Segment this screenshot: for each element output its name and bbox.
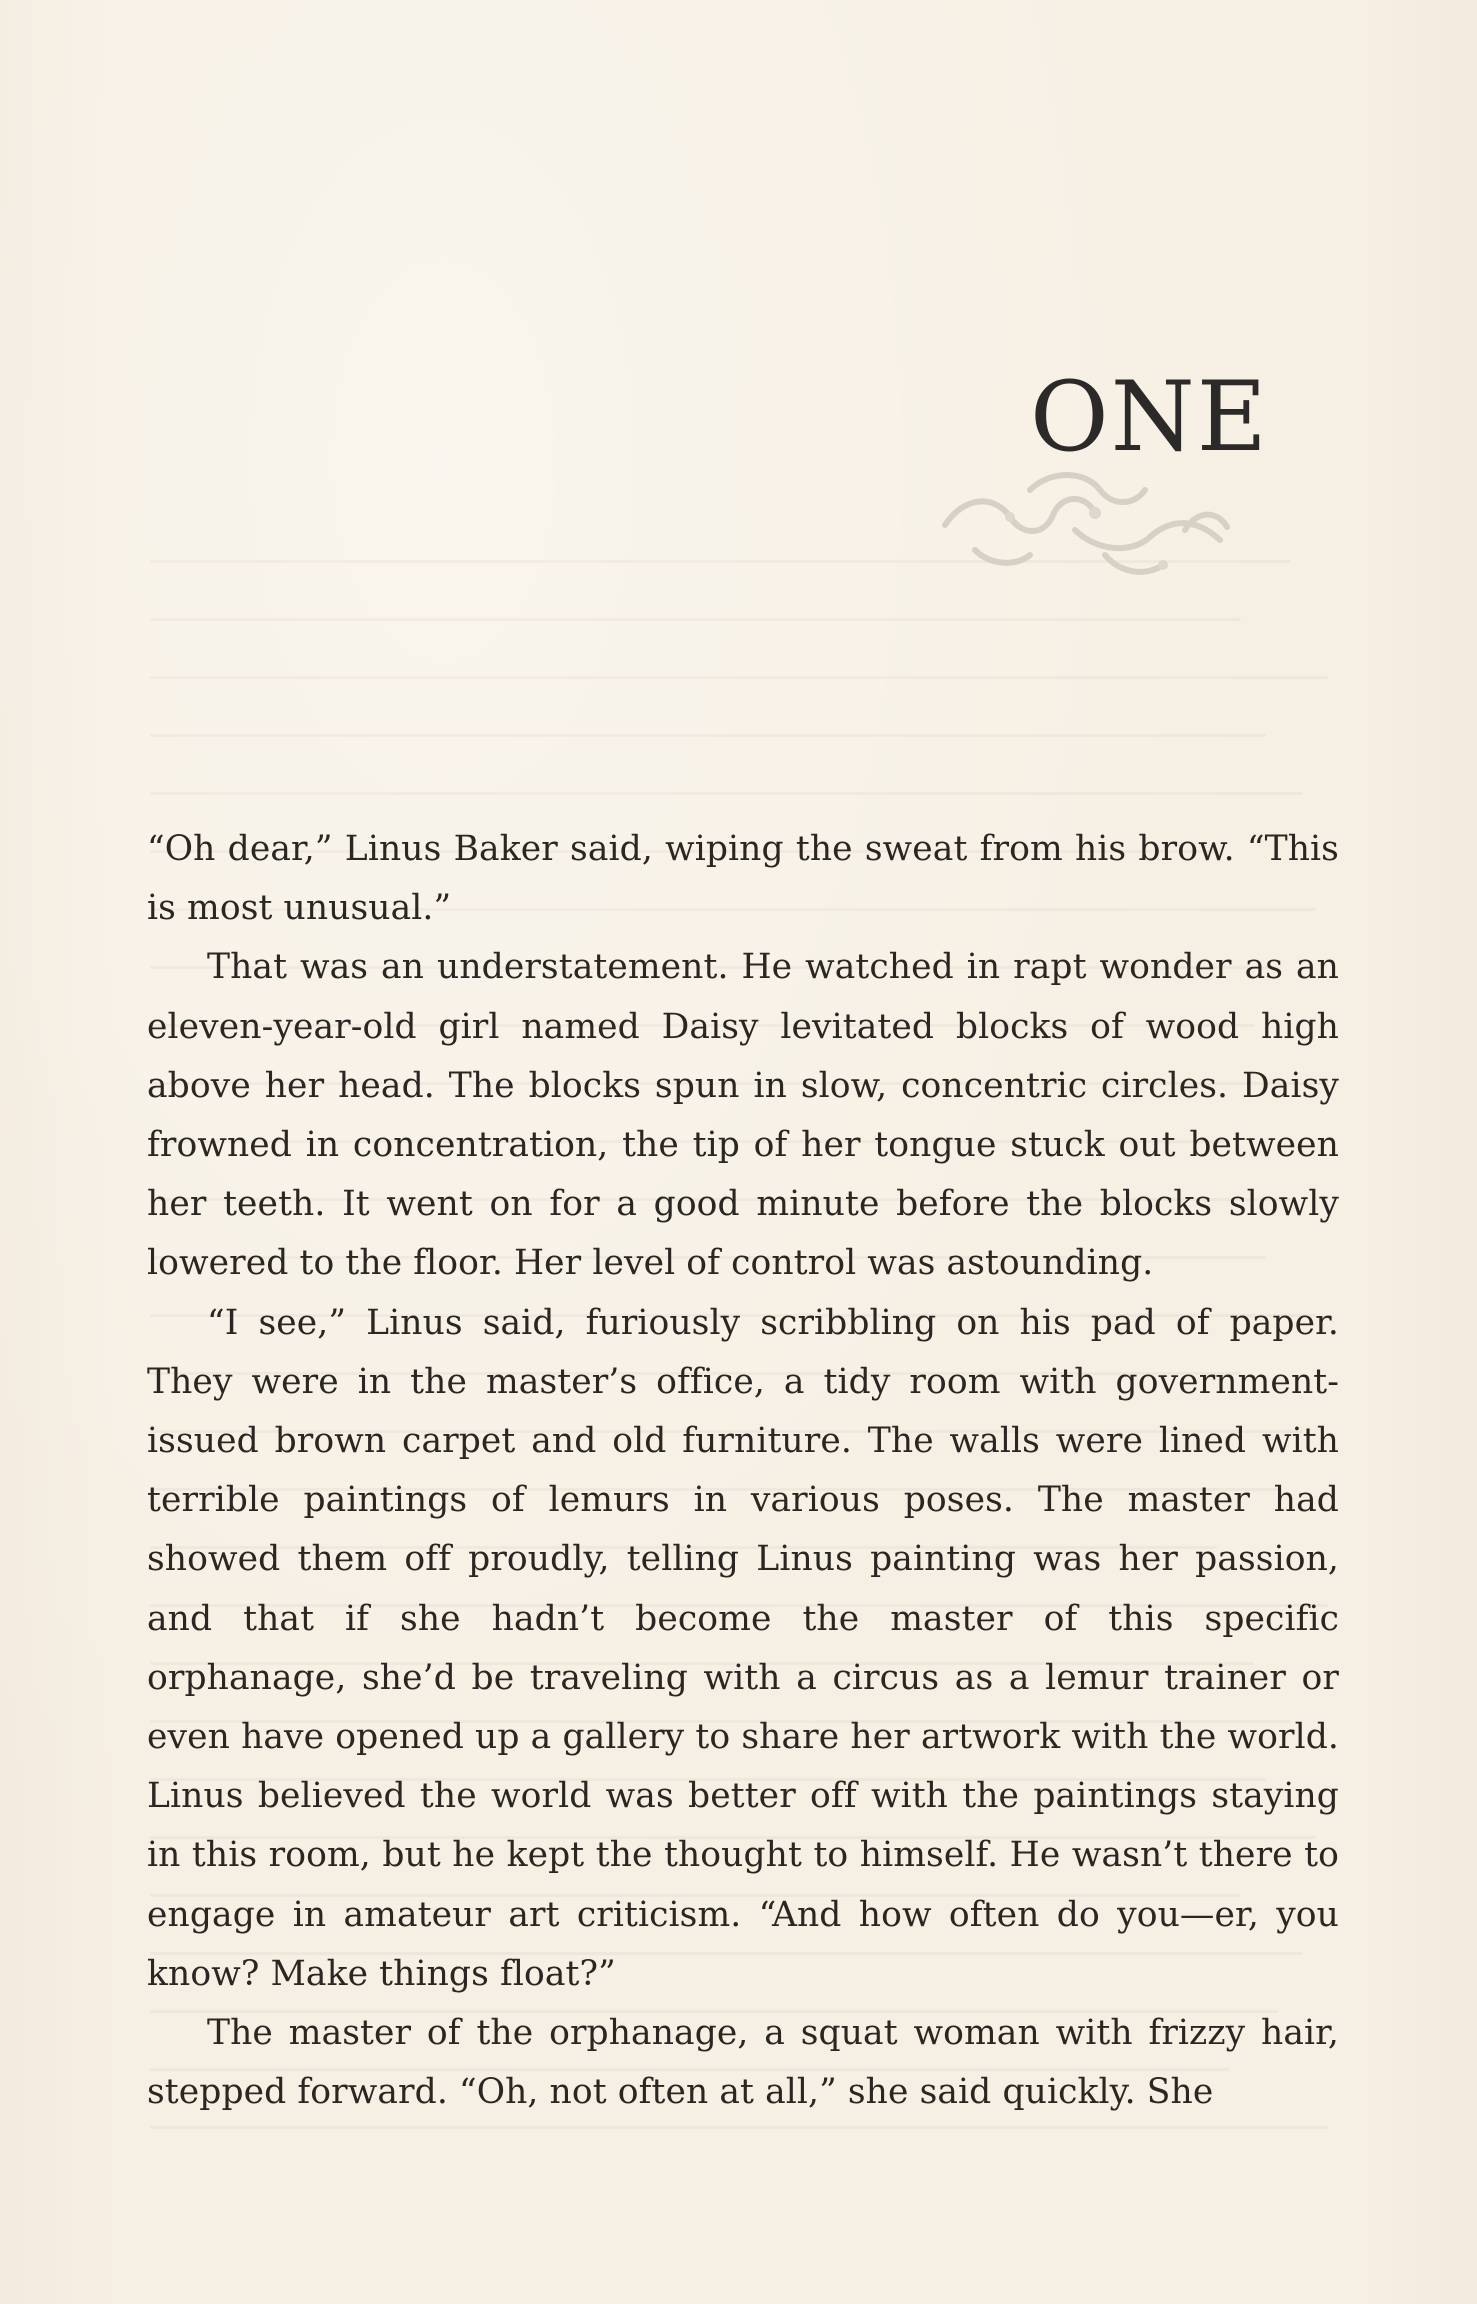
chapter-title: ONE (1030, 361, 1269, 474)
paragraph-1: “Oh dear,” Linus Baker said, wiping the sweat from his brow. “This is most unusual.” (147, 829, 1339, 929)
flourish-ornament-icon (935, 455, 1235, 595)
paragraph-4: The master of the orphanage, a squat woman with frizzy hair, stepped forward. “Oh, not often at all,” she said quickly. She (147, 2013, 1339, 2113)
paragraph-3: “I see,” Linus said, furiously scribbling on his pad of paper. They were in the master’s office, a tidy room with government-issued brown carpet and old furniture. The walls were lined with terrible paintings of lemurs in various poses. The master had showed them off proudly, telling Linus painting was her passion, and that if she hadn’t become the master of this specific orphanage, she’d be traveling with a circus as a lemur trainer or even have opened up a gallery to share her artwork with the world. Linus believed the world was better off with the paintings staying in this room, but he kept the thought to himself. He wasn’t there to engage in amateur art criticism. “And how often do you—er, you know? Make things float?” (147, 1302, 1339, 1994)
paragraph-2: That was an understatement. He watched in rapt wonder as an eleven-year-old girl named Daisy levitated blocks of wood high above her head. The blocks spun in slow, concentric circles. Daisy frowned in concentration, the tip of her tongue stuck out between her teeth. It went on for a good minute before the blocks slowly lowered to the floor. Her level of control was astounding. (147, 947, 1339, 1284)
chapter-body (147, 820, 1339, 2122)
